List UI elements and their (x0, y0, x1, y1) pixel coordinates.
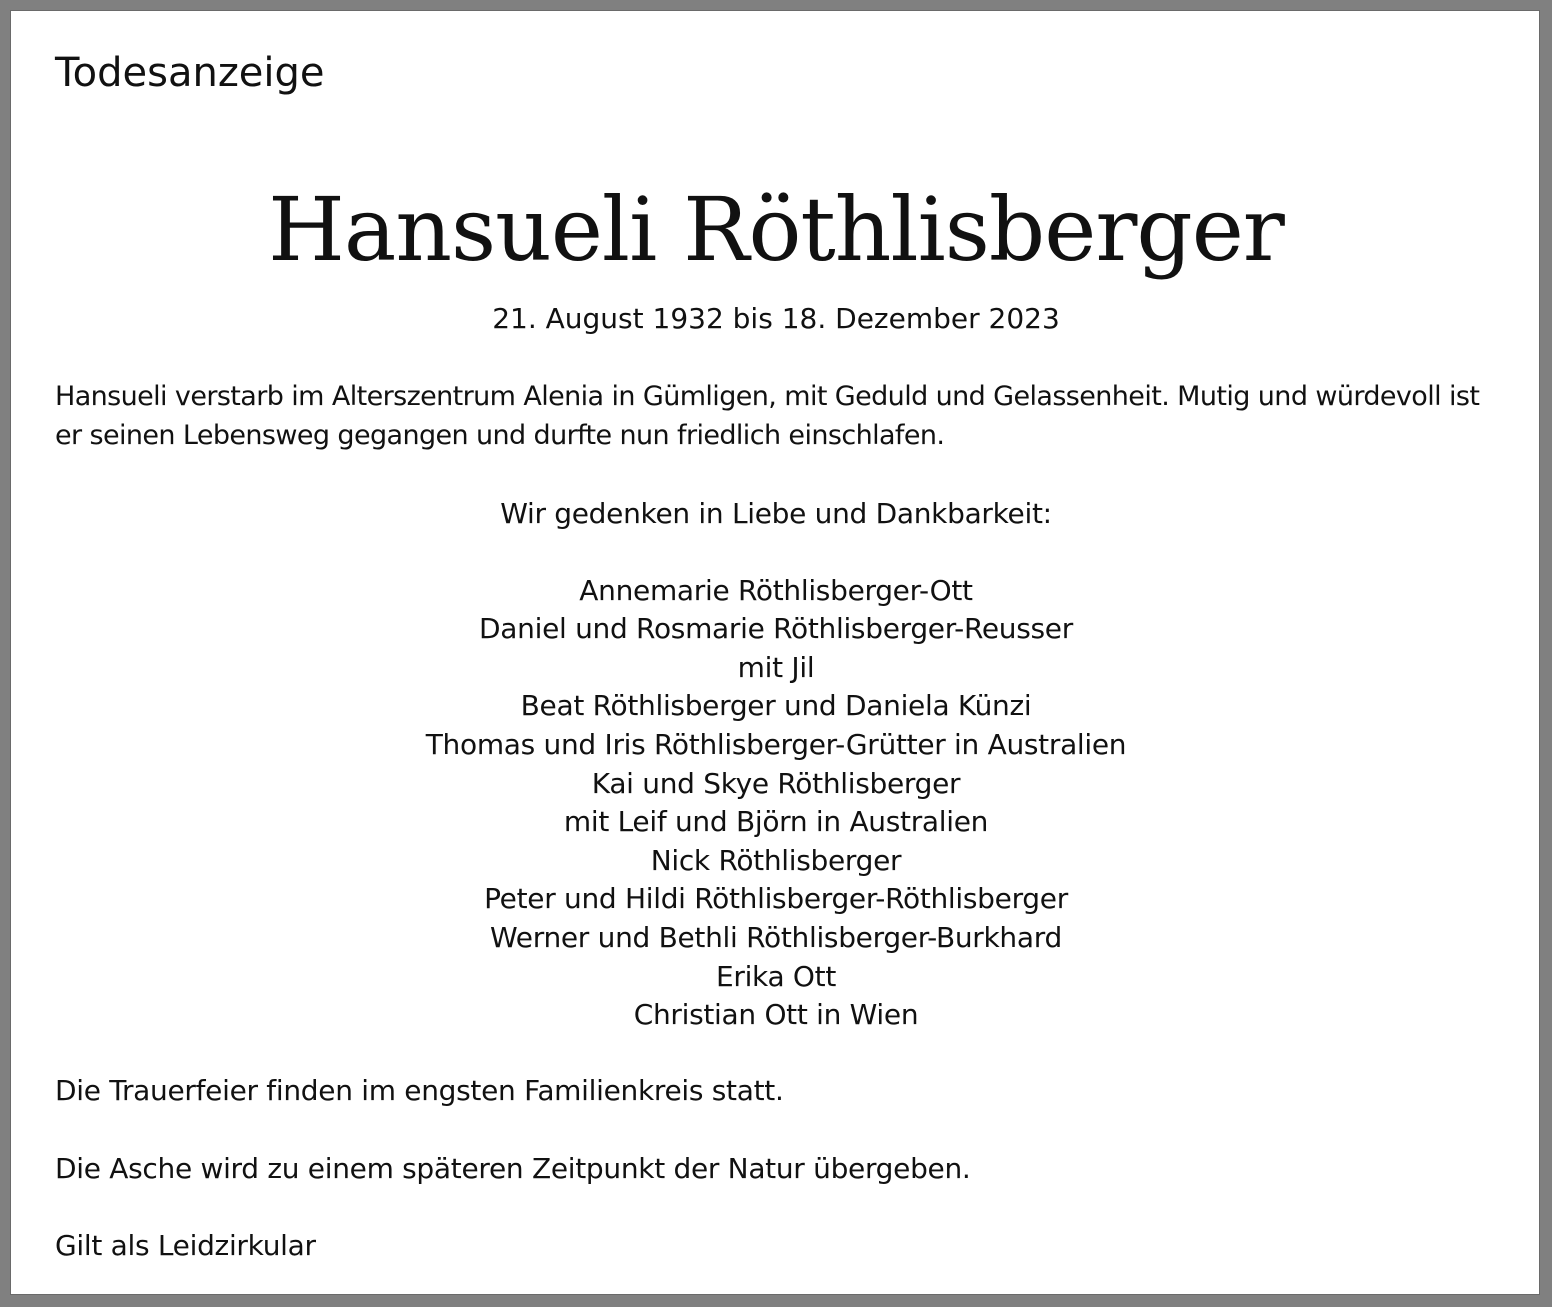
mourner-entry: Werner und Bethli Röthlisberger-Burkhard (490, 920, 1062, 954)
funeral-info: Die Trauerfeier finden im engsten Familienkreis statt. (55, 1074, 784, 1107)
mourner-entry: Christian Ott in Wien (633, 998, 919, 1032)
mourner-entry: Nick Röthlisberger (650, 843, 902, 877)
mourner-entry: Thomas und Iris Röthlisberger-Grütter in Australien (425, 727, 1127, 761)
obituary-notice (10, 10, 1540, 1295)
remembrance-line: Wir gedenken in Liebe und Dankbarkeit: (500, 497, 1052, 530)
mourners-list (11, 495, 1541, 1035)
mourner-entry: Annemarie Röthlisberger-Ott (579, 573, 973, 607)
mourner-entry: Daniel und Rosmarie Röthlisberger-Reusser (479, 612, 1073, 646)
mourner-entry: Erika Ott (715, 959, 837, 993)
intro-line: er seinen Lebensweg gegangen und durfte nun friedlich einschlafen. (55, 420, 945, 451)
intro-paragraph (55, 377, 1515, 455)
mourner-entry: Kai und Skye Röthlisberger (591, 766, 961, 800)
life-dates: 21. August 1932 bis 18. Dezember 2023 (492, 302, 1060, 335)
deceased-name: Hansueli Röthlisberger (268, 178, 1284, 281)
mourner-entry: Beat Röthlisberger und Daniela Künzi (520, 689, 1032, 723)
intro-line: Hansueli verstarb im Alterszentrum Alenia in Gümligen, mit Geduld und Gelassenheit. Mutig und würdevoll ist (55, 381, 1480, 412)
circular-note: Gilt als Leidzirkular (55, 1229, 316, 1262)
notice-type-label: Todesanzeige (55, 50, 325, 96)
mourner-entry: mit Leif und Björn in Australien (563, 805, 989, 839)
mourner-entry: Peter und Hildi Röthlisberger-Röthlisberger (484, 882, 1068, 916)
mourner-entry: mit Jil (737, 650, 815, 684)
ashes-info: Die Asche wird zu einem späteren Zeitpunkt der Natur übergeben. (55, 1152, 971, 1185)
